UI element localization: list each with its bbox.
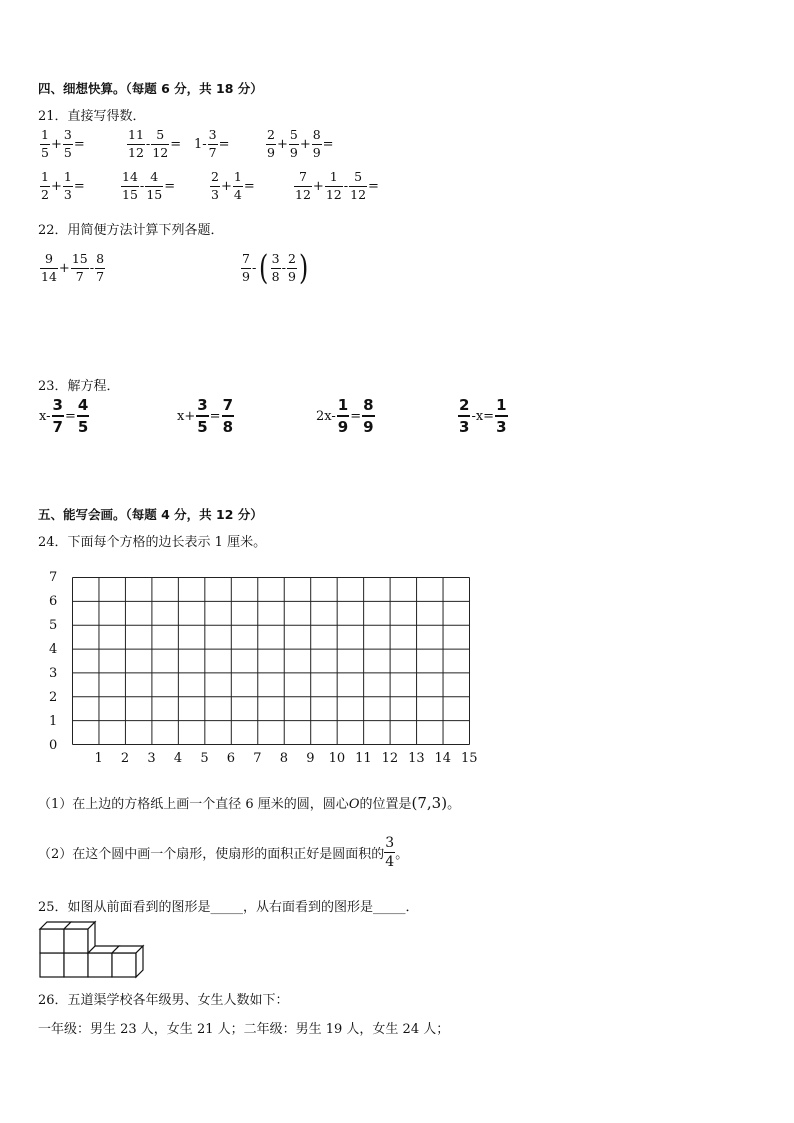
operator: = (243, 178, 255, 194)
fraction: $\frac{3}{5}$ (63, 127, 72, 160)
operator: - (251, 260, 257, 276)
operator: = (73, 136, 85, 152)
question-24-label: 24．下面每个方格的边长表示 1 厘米。 (38, 535, 267, 550)
fraction: $\frac{1}{3}$ (63, 169, 72, 202)
operator: = (170, 136, 182, 152)
q21-row1-item4 (266, 129, 335, 159)
grid-y-label: 2 (49, 690, 58, 705)
q22-expression-1 (40, 253, 105, 283)
fraction: $\frac{3}{8}$ (271, 251, 280, 284)
grid-x-label: 12 (381, 751, 399, 766)
grid-y-label: 1 (49, 714, 58, 729)
grid-x-label: 15 (461, 751, 478, 766)
fraction: $\frac{1}{2}$ (41, 169, 49, 202)
grid-x-label: 14 (434, 751, 452, 766)
three-quarters-fraction: $\frac{3}{4}$ (385, 835, 395, 870)
fraction: $\frac{8}{9}$ (312, 127, 321, 160)
fraction: $\frac{2}{9}$ (287, 251, 296, 284)
grid-x-label: 9 (306, 751, 315, 766)
q21-row2-item2 (121, 171, 176, 201)
q21-row1-item1 (40, 129, 86, 159)
q21-row2-item3 (210, 171, 256, 201)
cube-stack-figure (38, 920, 150, 980)
grid-x-label: 7 (253, 751, 262, 766)
operator: = (64, 409, 76, 424)
operator: - (343, 178, 349, 194)
fraction: $\frac{7}{12}$ (295, 169, 311, 202)
grid-x-label: 4 (173, 751, 183, 766)
fraction: $\frac{2}{3}$ (459, 396, 470, 436)
q26-line-1: 一年级：男生 23 人，女生 21 人；二年级：男生 19 人，女生 24 人； (38, 1022, 450, 1037)
question-22-label: 22．用简便方法计算下列各题． (38, 223, 224, 238)
grid-x-label: 13 (408, 751, 425, 766)
q21-row1-item2 (127, 129, 182, 159)
section-5-title: 五、能写会画。（每题 4 分，共 12 分） (38, 507, 263, 522)
operator: x+ (177, 409, 196, 424)
operator: + (220, 178, 232, 194)
q24-part-1: （1）在上边的方格纸上画一个直径 6 厘米的圆，圆心O的位置是(7,3)。 (38, 794, 461, 812)
q24-part-2: （2）在这个圆中画一个扇形，使扇形的面积正好是圆面积的 $\frac{3}{4}$ 。 (38, 835, 409, 870)
fraction: $\frac{1}{3}$ (496, 396, 507, 436)
fraction: $\frac{1}{9}$ (337, 396, 349, 436)
operator: - (89, 260, 95, 276)
fraction: $\frac{7}{8}$ (222, 396, 234, 436)
q22-expression-2 (241, 248, 310, 288)
fraction: $\frac{5}{12}$ (350, 169, 367, 202)
operator: + (58, 260, 70, 276)
operator: + (312, 178, 324, 194)
grid-y-label: 7 (49, 570, 58, 585)
grid-x-label: 8 (279, 751, 288, 766)
fraction: $\frac{4}{5}$ (77, 396, 89, 436)
grid-y-label: 5 (49, 618, 58, 633)
left-paren: ( (259, 248, 269, 288)
fraction: $\frac{8}{7}$ (96, 251, 105, 284)
fraction: $\frac{11}{12}$ (128, 127, 144, 160)
operator: + (276, 136, 288, 152)
operator: = (350, 409, 362, 424)
operator: + (50, 178, 62, 194)
operator: 1- (194, 136, 207, 152)
fraction: $\frac{2}{9}$ (267, 127, 275, 160)
grid-x-label: 10 (328, 751, 346, 766)
fraction: $\frac{3}{5}$ (197, 396, 208, 436)
operator: 2x- (316, 409, 336, 424)
q23-equation-1 (38, 398, 89, 435)
fraction: $\frac{1}{12}$ (325, 169, 342, 202)
grid-x-label: 11 (355, 751, 372, 766)
fraction: $\frac{15}{7}$ (71, 251, 88, 284)
question-23-label: 23．解方程． (38, 379, 120, 394)
fraction: $\frac{9}{14}$ (41, 251, 57, 284)
fraction: $\frac{3}{7}$ (208, 127, 217, 160)
grid-y-label: 0 (49, 738, 58, 753)
q21-row2-item1 (40, 171, 86, 201)
q23-equation-4 (458, 398, 508, 435)
fraction: $\frac{14}{15}$ (122, 169, 138, 202)
fraction: $\frac{5}{9}$ (289, 127, 298, 160)
grid-x-label: 1 (94, 751, 103, 766)
operator: + (299, 136, 311, 152)
fraction: $\frac{1}{4}$ (233, 169, 242, 202)
operator: + (50, 136, 62, 152)
grid-x-label: 5 (200, 751, 209, 766)
operator: = (322, 136, 334, 152)
fraction: $\frac{5}{12}$ (152, 127, 169, 160)
fraction: $\frac{2}{3}$ (211, 169, 219, 202)
fraction: $\frac{3}{7}$ (52, 396, 63, 436)
operator: = (164, 178, 176, 194)
grid-x-label: 2 (120, 751, 130, 766)
fraction: $\frac{1}{5}$ (41, 127, 49, 160)
fraction: $\frac{7}{9}$ (242, 251, 250, 284)
operator: = (368, 178, 379, 194)
q23-equation-2 (176, 398, 234, 435)
operator: x- (39, 409, 51, 424)
right-paren: ) (298, 248, 309, 288)
operator: -x= (471, 409, 495, 424)
operator: = (73, 178, 85, 194)
grid-x-label: 3 (147, 751, 156, 766)
operator: - (145, 136, 151, 152)
question-26-label: 26．五道渠学校各年级男、女生人数如下： (38, 993, 289, 1008)
fraction: $\frac{4}{15}$ (146, 169, 163, 202)
q21-row2-item4 (294, 171, 380, 201)
question-21-label: 21．直接写得数． (38, 109, 146, 124)
operator: - (281, 260, 286, 276)
grid-y-label: 3 (49, 666, 58, 681)
grid-x-label: 6 (226, 751, 236, 766)
operator: - (139, 178, 145, 194)
question-25-label: 25．如图从前面看到的图形是_____，从右面看到的图形是_____． (38, 900, 419, 915)
grid-y-label: 4 (49, 642, 58, 657)
operator: = (209, 409, 221, 424)
q23-equation-3 (315, 398, 375, 435)
grid-lines (72, 577, 470, 745)
grid-y-label: 6 (49, 594, 58, 609)
operator: = (218, 136, 230, 152)
q21-row1-item3 (193, 129, 231, 159)
section-4-title: 四、细想快算。（每题 6 分，共 18 分） (38, 81, 263, 96)
fraction: $\frac{8}{9}$ (363, 396, 374, 436)
